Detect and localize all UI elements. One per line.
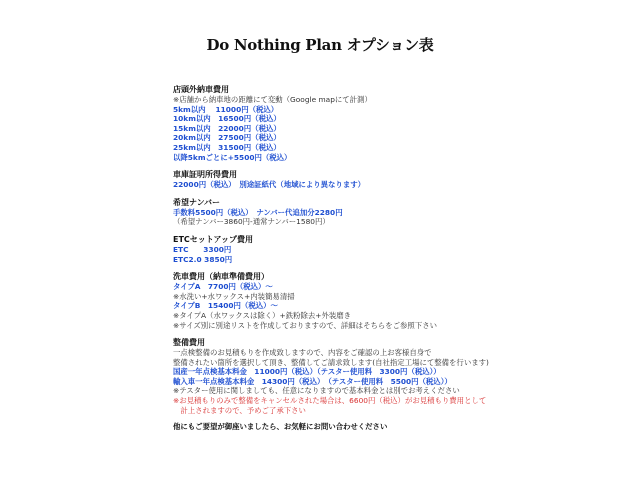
section-heading: 洗車費用（納車準備費用）	[173, 272, 269, 282]
section-line: ※水洗い+水ワックス+内装簡易清掃	[173, 291, 295, 301]
section-line: 15km以内 22000円（税込）	[173, 123, 281, 133]
section-line: タイプA 7700円（税込）～	[173, 282, 273, 292]
section-line: ETC2.0 3850円	[173, 254, 233, 264]
page-title: Do Nothing Plan オプション表	[206, 36, 434, 54]
section-line: ※店舗から納車地の距離にて変動（Google mapにて計測）	[173, 95, 372, 104]
section-heading: 希望ナンバー	[173, 197, 221, 207]
section-line: ETC 3300円	[173, 244, 232, 254]
section-line: ※タイプA（水ワックスは除く）+鉄粉除去+外装磨き	[173, 310, 352, 320]
option-section	[173, 337, 613, 415]
section-line: 輸入車一年点検基本料金 14300円（税込） （テスター使用料 5500円（税込））	[173, 376, 452, 386]
section-line: 20km以内 27500円（税込）	[173, 133, 281, 143]
option-list	[173, 84, 613, 432]
section-heading: ETCセットアップ費用	[173, 234, 253, 244]
section-line: 10km以内 16500円（税込）	[173, 114, 281, 124]
section-line: 5km以内 11000円（税込）	[173, 104, 279, 114]
option-section	[173, 84, 613, 162]
section-line: 一点検整備のお見積もりを作成致しますので、内容をご確認の上お客様自身で	[173, 348, 432, 358]
section-line: 以降5kmごとに+5500円（税込）	[173, 152, 292, 162]
section-line: 国産一年点検基本料金 11000円（税込）（テスター使用料 3300円（税込））	[173, 367, 441, 377]
section-line: （希望ナンバー3860円-通常ナンバー1580円）	[173, 217, 330, 227]
option-section	[173, 234, 613, 264]
section-heading: 車庫証明所得費用	[173, 170, 237, 180]
section-line: 計上されますので、予めご了承下さい	[173, 405, 306, 415]
footer-note: 他にもご要望が御座いましたら、お気軽にお問い合わせください	[173, 422, 388, 432]
option-section	[173, 197, 613, 227]
section-line: 手数料5500円（税込） ナンバー代追加分2280円	[173, 207, 343, 217]
section-line: 22000円（税込） 別途証紙代（地域により異なります）	[173, 180, 365, 190]
section-line: ※サイズ別に別途リストを作成しておりますので、詳細はそちらをご参照下さい	[173, 320, 437, 330]
section-line: 整備されたい箇所を選択して頂き、整備してご請求致します(自社指定工場にて整備を行います)	[173, 357, 489, 367]
section-line: 25km以内 31500円（税込）	[173, 142, 281, 152]
section-line: タイプB 15400円（税込）～	[173, 301, 278, 311]
section-line: ※テスター使用に関しましても、任意になりますので基本料金とは別でお考えください	[173, 386, 460, 396]
section-heading: 整備費用	[173, 338, 205, 348]
section-heading: 店頭外納車費用	[173, 85, 229, 94]
option-section	[173, 271, 613, 330]
option-section	[173, 169, 613, 190]
section-line: ※お見積もりのみで整備をキャンセルされた場合は、6600円（税込）がお見積もり費用として	[173, 396, 487, 406]
